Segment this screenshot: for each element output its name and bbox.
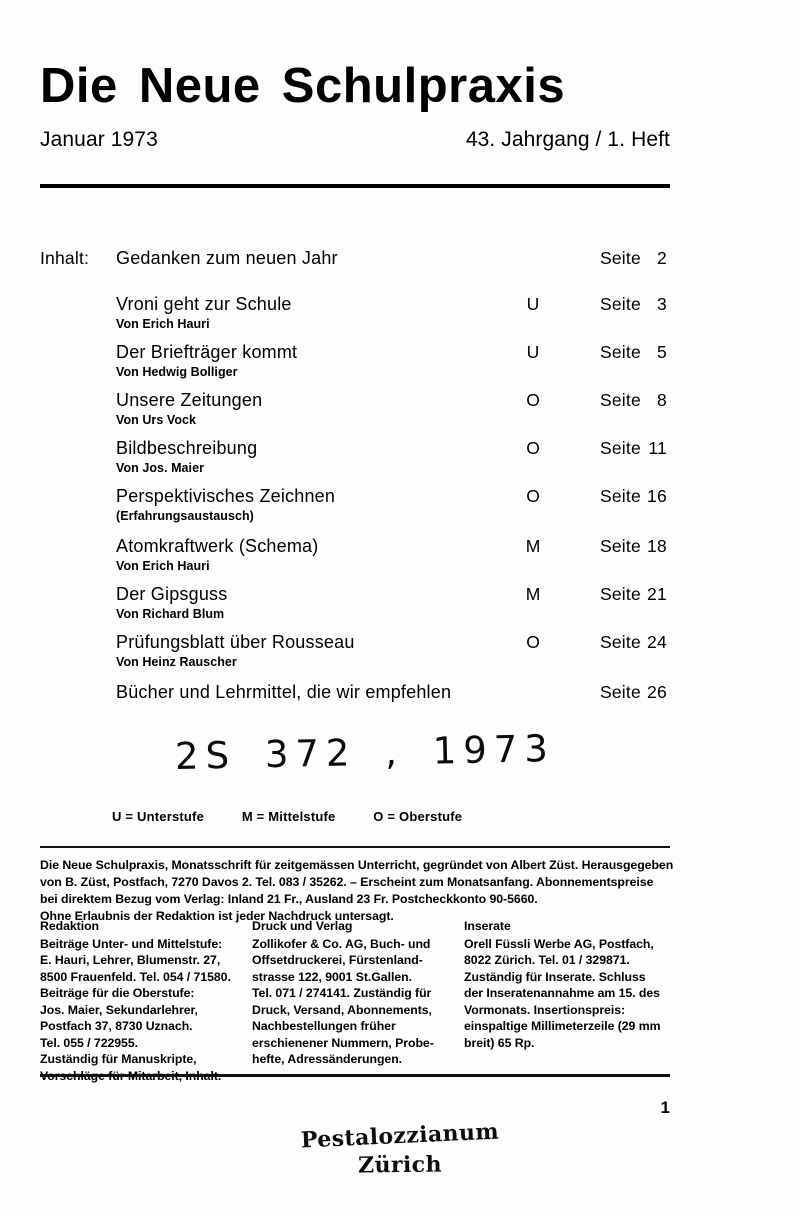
journal-title: Die Neue Schulpraxis: [40, 59, 566, 113]
footer-line: 8500 Frauenfeld. Tel. 054 / 71580.: [40, 969, 231, 984]
toc-entry-page: [600, 342, 675, 363]
footer-heading-druck: Druck und Verlag: [252, 919, 353, 933]
footer-line: Beiträge für die Oberstufe:: [40, 986, 195, 1001]
handwritten-shelfmark: 2S 372 , 1973: [174, 727, 556, 778]
toc-entry-page: [600, 294, 675, 315]
legend-mittelstufe: M = Mittelstufe: [241, 809, 336, 824]
toc-entry-page-number: 26: [647, 682, 667, 702]
toc-entry-author: Von Urs Vock: [116, 413, 197, 427]
toc-entry-page: [600, 536, 675, 557]
toc-entry-title[interactable]: Gedanken zum neuen Jahr: [116, 248, 338, 268]
toc-entry[interactable]: [40, 682, 675, 708]
toc-entry-author: Von Erich Hauri: [116, 317, 210, 331]
footer-line: der Inseratenannahme am 15. des: [464, 986, 660, 1001]
footer-line: Zollikofer & Co. AG, Buch- und: [252, 936, 431, 951]
toc-entry-title[interactable]: Bildbeschreibung: [116, 438, 258, 458]
footer-line: Tel. 071 / 274141. Zuständig für: [252, 986, 432, 1001]
toc-entry-page-number: 11: [648, 438, 667, 458]
legend-unterstufe: U = Unterstufe: [112, 809, 205, 824]
toc-entry[interactable]: [40, 438, 675, 475]
toc-entry-page-word: Seite: [600, 584, 641, 604]
toc-entry-page-word: Seite: [600, 682, 641, 702]
toc-entry-page-number: 2: [656, 248, 667, 268]
toc-label: Inhalt:: [40, 248, 90, 268]
issue-line: [40, 128, 670, 152]
footer-column-druck: [252, 918, 464, 1084]
footer-line: Nachbestellungen früher: [252, 1019, 396, 1034]
toc-entry-author: Von Heinz Rauscher: [116, 655, 237, 669]
toc-entry-page-word: Seite: [600, 342, 641, 362]
footer-heading-redaktion: Redaktion: [40, 919, 99, 933]
footer-line: Jos. Maier, Sekundarlehrer,: [40, 1002, 198, 1017]
toc-entry-title[interactable]: Der Briefträger kommt: [116, 342, 298, 362]
colophon: [40, 857, 676, 925]
toc-entry-stufe: M: [525, 584, 541, 604]
toc-entry-page: [600, 390, 675, 411]
footer-line: Druck, Versand, Abonnements,: [252, 1002, 432, 1017]
toc-entry-page-number: 21: [647, 584, 667, 604]
toc-entry-author: Von Erich Hauri: [116, 559, 210, 573]
footer-line: Zuständig für Inserate. Schluss: [464, 969, 646, 984]
toc-entry-page: [600, 486, 675, 507]
toc-entry-author: Von Hedwig Bolliger: [116, 365, 238, 379]
footer-line: Postfach 37, 8730 Uznach.: [40, 1019, 193, 1034]
toc-entry-stufe: O: [526, 632, 540, 652]
footer-column-redaktion: [40, 918, 252, 1084]
footer-line: Zuständig für Manuskripte,: [40, 1052, 197, 1067]
page-number: 1: [660, 1098, 670, 1117]
footer-body-druck: [252, 936, 464, 1068]
toc-entry-page-word: Seite: [600, 536, 641, 556]
masthead: [40, 59, 670, 152]
footer-line: Offsetdruckerei, Fürstenland-: [252, 953, 423, 968]
colophon-line-3: bei direktem Bezug vom Verlag: Inland 21 Fr., Ausland 23 Fr. Postcheckkonto 90-5660.: [40, 891, 538, 906]
legend-oberstufe: O = Oberstufe: [373, 809, 463, 824]
toc-entry[interactable]: [40, 632, 675, 669]
toc-entry-page: [600, 438, 675, 459]
toc-entry-page-word: Seite: [600, 248, 641, 268]
footer-heading-inserate: Inserate: [464, 919, 511, 933]
toc-entry-stufe: U: [526, 294, 540, 314]
toc-entry[interactable]: [40, 390, 675, 427]
footer-line: Orell Füssli Werbe AG, Postfach,: [464, 936, 654, 951]
toc-entry-title[interactable]: Vroni geht zur Schule: [116, 294, 292, 314]
library-stamp-line-1: Pestalozzianum: [300, 1118, 500, 1154]
colophon-line-2: von B. Züst, Postfach, 7270 Davos 2. Tel. 083 / 35262. – Erscheint zum Monatsanfang. Abonnementspreise: [40, 874, 654, 889]
footer-line: erschienener Nummern, Probe-: [252, 1035, 434, 1050]
colophon-line-4: Ohne Erlaubnis der Redaktion ist jeder Nachdruck untersagt.: [40, 908, 394, 923]
toc-entry-author: (Erfahrungsaustausch): [116, 509, 254, 523]
toc-entry-page: [600, 584, 675, 605]
toc-entry-page-word: Seite: [600, 390, 641, 410]
footer-line: hefte, Adressänderungen.: [252, 1052, 403, 1067]
toc-entry-title[interactable]: Atomkraftwerk (Schema): [116, 536, 319, 556]
toc-entry-page-number: 3: [656, 294, 667, 314]
footer-body-inserate: [464, 936, 680, 1052]
toc-entry-page-number: 18: [647, 536, 667, 556]
toc-entry-page-number: 24: [647, 632, 667, 652]
issue-date: Januar 1973: [40, 128, 158, 151]
toc-entry[interactable]: [40, 248, 675, 274]
toc-entry-title[interactable]: Bücher und Lehrmittel, die wir empfehlen: [116, 682, 452, 702]
toc-entry-stufe: O: [526, 390, 540, 410]
rule-middle: [40, 846, 670, 848]
rule-bottom: [40, 1074, 670, 1077]
footer-line: Vormonats. Insertionspreis:: [464, 1002, 626, 1017]
stufe-legend: [112, 809, 462, 824]
footer-line: Tel. 055 / 722955.: [40, 1035, 139, 1050]
footer-column-inserate: [464, 918, 680, 1084]
toc-entry-page-number: 8: [656, 390, 667, 410]
toc-entry-title[interactable]: Prüfungsblatt über Rousseau: [116, 632, 355, 652]
rule-top: [40, 184, 670, 188]
toc-entry-page-number: 5: [656, 342, 667, 362]
footer-body-redaktion: [40, 936, 252, 1085]
toc-entry-page: [600, 632, 675, 653]
footer-columns: [40, 918, 680, 1084]
toc-entry-stufe: O: [526, 486, 540, 506]
issue-volume: 43. Jahrgang / 1. Heft: [465, 128, 670, 151]
footer-line: einspaltige Millimeterzeile (29 mm: [464, 1019, 661, 1034]
toc-entry-page: [600, 682, 675, 703]
toc-entry-stufe: U: [526, 342, 540, 362]
library-stamp-line-2: Zürich: [357, 1151, 443, 1179]
toc-entry-page-word: Seite: [600, 294, 641, 314]
toc-entry[interactable]: [40, 584, 675, 621]
toc-entry[interactable]: [40, 342, 675, 379]
colophon-line-1: Die Neue Schulpraxis, Monatsschrift für zeitgemässen Unterricht, gegründet von Albert Züst. Herausgegeben: [40, 858, 674, 872]
toc-entry-page: [600, 248, 675, 269]
toc-entry-title[interactable]: Perspektivisches Zeichnen: [116, 486, 336, 506]
toc-entry-page-word: Seite: [600, 438, 641, 458]
toc-entry-page-word: Seite: [600, 632, 641, 652]
footer-line: strasse 122, 9001 St.Gallen.: [252, 969, 412, 984]
toc-entry[interactable]: [40, 294, 675, 331]
toc-entry-author: Von Richard Blum: [116, 607, 225, 621]
toc-entry-page-number: 16: [647, 486, 667, 506]
library-stamp: [255, 1118, 545, 1179]
toc-entry-title[interactable]: Unsere Zeitungen: [116, 390, 263, 410]
footer-line: E. Hauri, Lehrer, Blumenstr. 27,: [40, 953, 221, 968]
footer-line: Beiträge Unter- und Mittelstufe:: [40, 936, 223, 951]
toc-entry-stufe: O: [526, 438, 540, 458]
toc-entry[interactable]: [40, 536, 675, 573]
toc-entry-page-word: Seite: [600, 486, 641, 506]
toc-entry-title[interactable]: Der Gipsguss: [116, 584, 228, 604]
toc-entry-author: Von Jos. Maier: [116, 461, 204, 475]
toc-entry-stufe: M: [525, 536, 541, 556]
footer-line: breit) 65 Rp.: [464, 1035, 535, 1050]
toc-entry[interactable]: [40, 486, 675, 523]
footer-line: 8022 Zürich. Tel. 01 / 329871.: [464, 953, 630, 968]
